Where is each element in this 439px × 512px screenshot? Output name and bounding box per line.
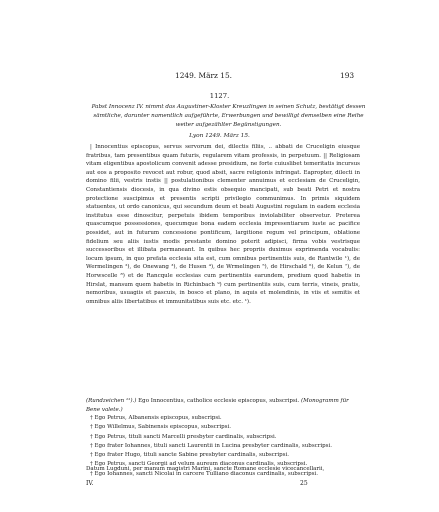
witness-line: † Ego Willelmus, Sabinensis episcopus, subscripsi.	[90, 424, 231, 431]
witness-line: † Ego Petrus, Albanensis episcopus, subscripsi.	[90, 415, 222, 421]
witness-line: † Ego Iohannes, sancti Nicolai in carcere Tulliano diaconus cardinalis, subscripsi.	[90, 470, 318, 477]
witness-line: † Ego Petrus, tituli sancti Marcelli presbyter cardinalis, subscripsi.	[90, 433, 277, 440]
witness-line: † Ego frater Iohannes, tituli sancti Laurentii in Lucina presbyter cardinalis, subscripsi.	[90, 442, 332, 449]
charter-text	[86, 143, 360, 306]
footer-volume: IV.	[86, 480, 94, 487]
subscription-rota-note: (Rundzeichen ¹¹).)	[86, 398, 137, 404]
subscription-monogram-note: (Monogramm für Bene valete.)	[86, 398, 349, 413]
datum-line: Datum Lugduni, per manum magistri Marini, sancte Romane ecclesie vicecancellarii,	[86, 466, 325, 472]
page-number: 193	[340, 71, 355, 80]
regest-summary: Pabst Innocenz IV. nimmt das Augustiner-Kloster Kreuzlingen in seinen Schutz, bestätigt dessen sämtliche, darunter namentlich aufgeführte, Erwerbungen und bewilligt demselben eine Reihe weiter aufgezählter Begünstigungen.	[91, 104, 366, 128]
subscription-line	[86, 397, 360, 414]
charter-paragraph: | Innocentius episcopus, servus servorum dei, dilectis filiis, .. abbati de Cruceligin eiusque fratribus, tam presentibus quam futuris, regularem vitam professis, in perpetuum. || Religiosam vitam eligentibus apostolicum convenit adesse presidium, ne forte cuiuslibet temeritatis incursus aut eos a proposito revocet aut robur, quod absit, sacre religionis infringat. Eapropter, dilecti in domino filii, vestris instis || postulationibus clementer annuimus et ecclesiam de Cruceligin, Constantiensis diocesis, in qua divino estis obsequio mancipati, sub beati Petri et nostra protectione suscipimus et presentis scripti privilegio communimus. In primis siquidem statuentes, ut ordo canonicus, qui secundum deum et beati Augustini regulam in eadem ecclesia institutus esse dinoscitur, perpetuis ibidem temporibus inviolabiliter observetur. Preterea quascumque possessiones, quecumque bona eadem ecclesia impresentiarum iuste ac pacifice possidet, aut in futurum concessione pontificum, largitione regum vel principum, oblatione fidelium seu aliis iustis modis prestante domino poterit adipisci, firma vobis vestrisque successoribus et illibata permaneant. In quibus hec propriis duximus exprimenda vocabulis: locum ipsum, in quo prefata ecclesia sita est, cum omnibus pertinentiis suis, de Rantwile ¹), de Wermelingen ²), de Onewang ³), de Husen ⁴), de Wrmelingen ⁵), de Hirschald ⁶), de Kelun ⁷), de Horwscelle ⁸) et de Rancqule ecclesias cum pertinentiis earundem, predium quod habetis in Hirslat, mansum quem habetis in Richinbach ⁹) cum pertinentiis suis, cum terris, vineis, pratis, nemoribus, usuagiis et pascuis, in bosco et plano, in aquis et molendinis, in viis et semitis et omnibus aliis libertatibus et immunitatibus suis etc. etc. ¹).	[86, 144, 360, 305]
running-header-date: 1249. März 15.	[175, 71, 233, 80]
witness-line: † Ego Petrus, sancti Georgii ad velum aureum diaconus cardinalis, subscripsi.	[90, 461, 308, 468]
subscription-pope: Ego Innocentius, catholice ecclesie episcopus, subscripsi.	[136, 398, 301, 404]
document-number: 1127.	[209, 92, 230, 100]
footer-signature: 25	[300, 480, 308, 487]
dateline: Lyon 1249. März 15.	[189, 133, 250, 139]
witness-line: † Ego frater Hugo, tituli sancte Sabine presbyter cardinalis, subscripsi.	[90, 452, 289, 459]
